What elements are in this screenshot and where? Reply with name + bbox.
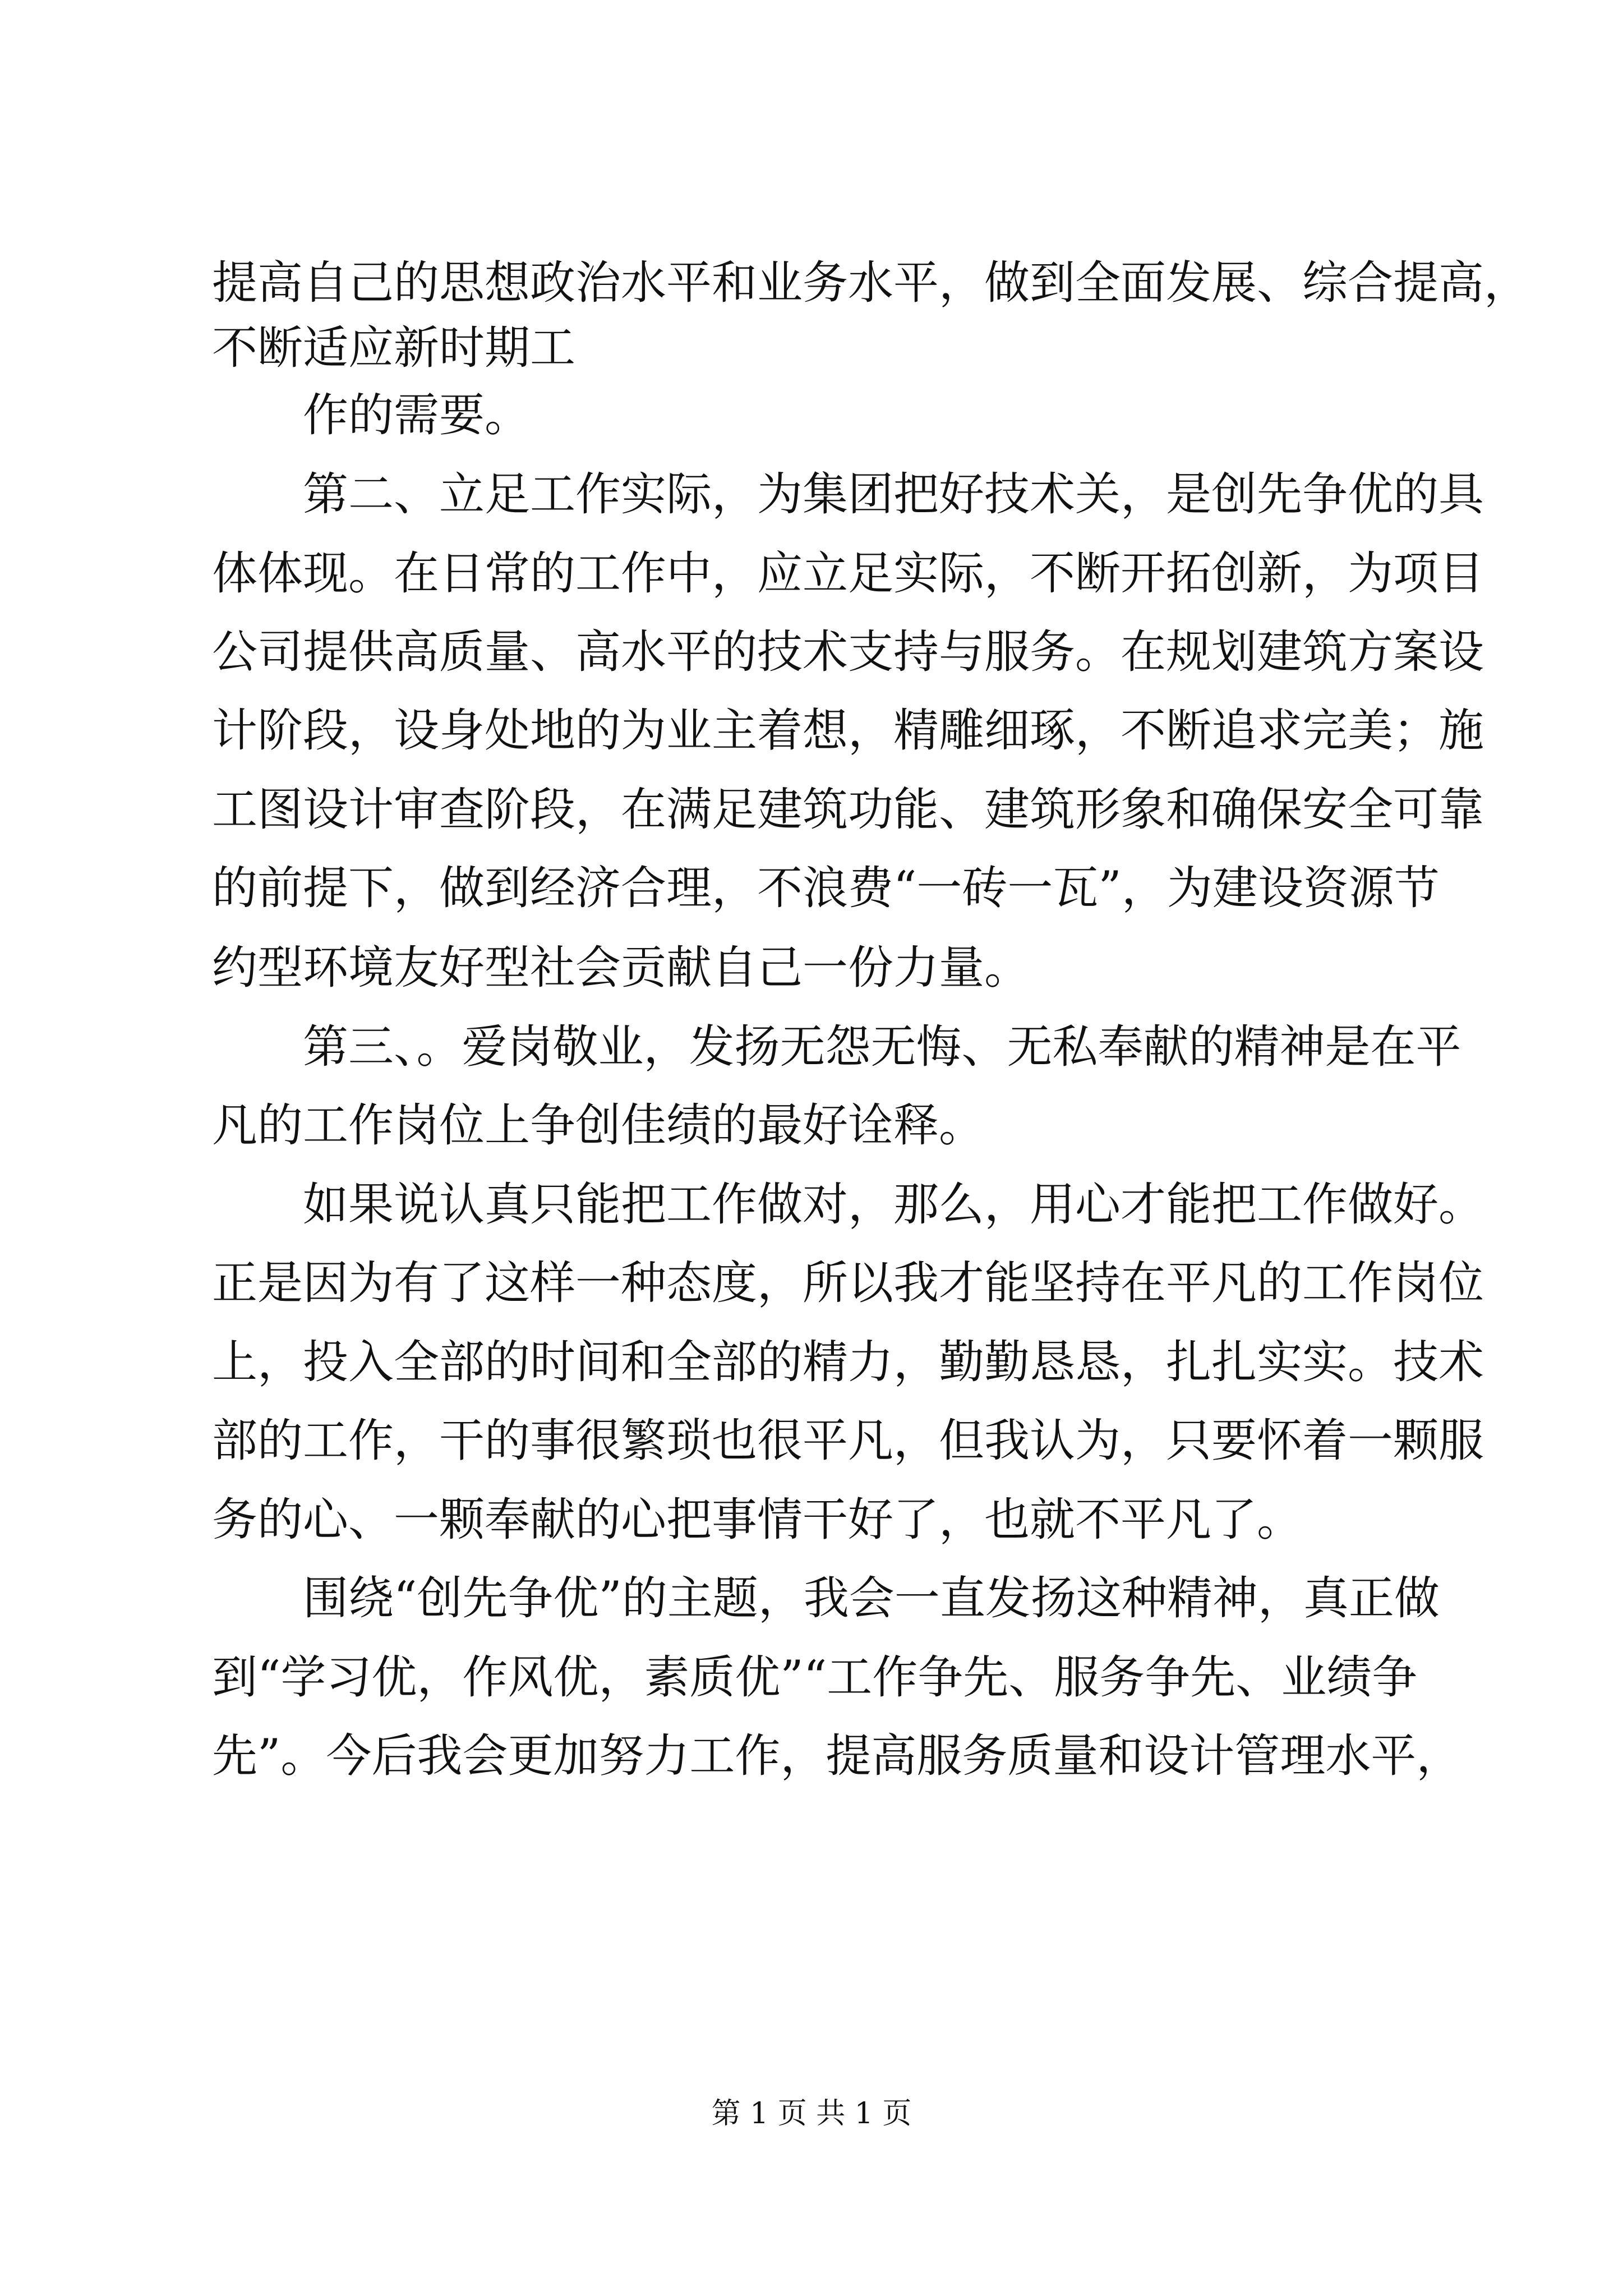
text-line: 约型环境友好型社会贡献自己一份力量。 bbox=[212, 942, 1030, 995]
text-line: 工图设计审查阶段，在满足建筑功能、建筑形象和确保安全可靠 bbox=[212, 784, 1484, 836]
text-line: 凡的工作岗位上争创佳绩的最好诠释。 bbox=[212, 1099, 985, 1152]
text-line: 到“学习优，作风优，素质优”“工作争先、服务争先、业绩争 bbox=[212, 1651, 1418, 1704]
text-line: 如果说认真只能把工作做对，那么，用心才能把工作做好。 bbox=[303, 1179, 1484, 1231]
text-line: 不断适应新时期工 bbox=[212, 322, 576, 375]
text-line: 务的心、一颗奉献的心把事情干好了，也就不平凡了。 bbox=[212, 1494, 1303, 1547]
page-footer: 第 1 页 共 1 页 bbox=[711, 2097, 912, 2131]
text-line: 第三、。爱岗敬业，发扬无怨无悔、无私奉献的精神是在平 bbox=[303, 1021, 1461, 1074]
text-line: 提高自己的思想政治水平和业务水平，做到全面发展、综合提高， bbox=[212, 257, 1530, 310]
text-line: 公司提供高质量、高水平的技术支持与服务。在规划建筑方案设 bbox=[212, 626, 1484, 679]
text-line: 第二、立足工作实际，为集团把好技术关，是创先争优的具 bbox=[303, 468, 1484, 521]
text-line: 围绕“创先争优”的主题，我会一直发扬这种精神，真正做 bbox=[303, 1572, 1440, 1625]
text-line: 上，投入全部的时间和全部的精力，勤勤恳恳，扎扎实实。技术 bbox=[212, 1336, 1484, 1389]
text-line: 正是因为有了这样一种态度，所以我才能坚持在平凡的工作岗位 bbox=[212, 1257, 1484, 1310]
text-line: 体体现。在日常的工作中，应立足实际，不断开拓创新，为项目 bbox=[212, 547, 1484, 600]
text-line: 的前提下，做到经济合理，不浪费“一砖一瓦”，为建设资源节 bbox=[212, 862, 1440, 915]
text-line: 作的需要。 bbox=[303, 389, 531, 442]
text-line: 计阶段，设身处地的为业主着想，精雕细琢，不断追求完美；施 bbox=[212, 705, 1484, 757]
text-line: 先”。今后我会更加努力工作，提高服务质量和设计管理水平， bbox=[212, 1730, 1462, 1783]
text-line: 部的工作，干的事很繁琐也很平凡，但我认为，只要怀着一颗服 bbox=[212, 1415, 1484, 1467]
